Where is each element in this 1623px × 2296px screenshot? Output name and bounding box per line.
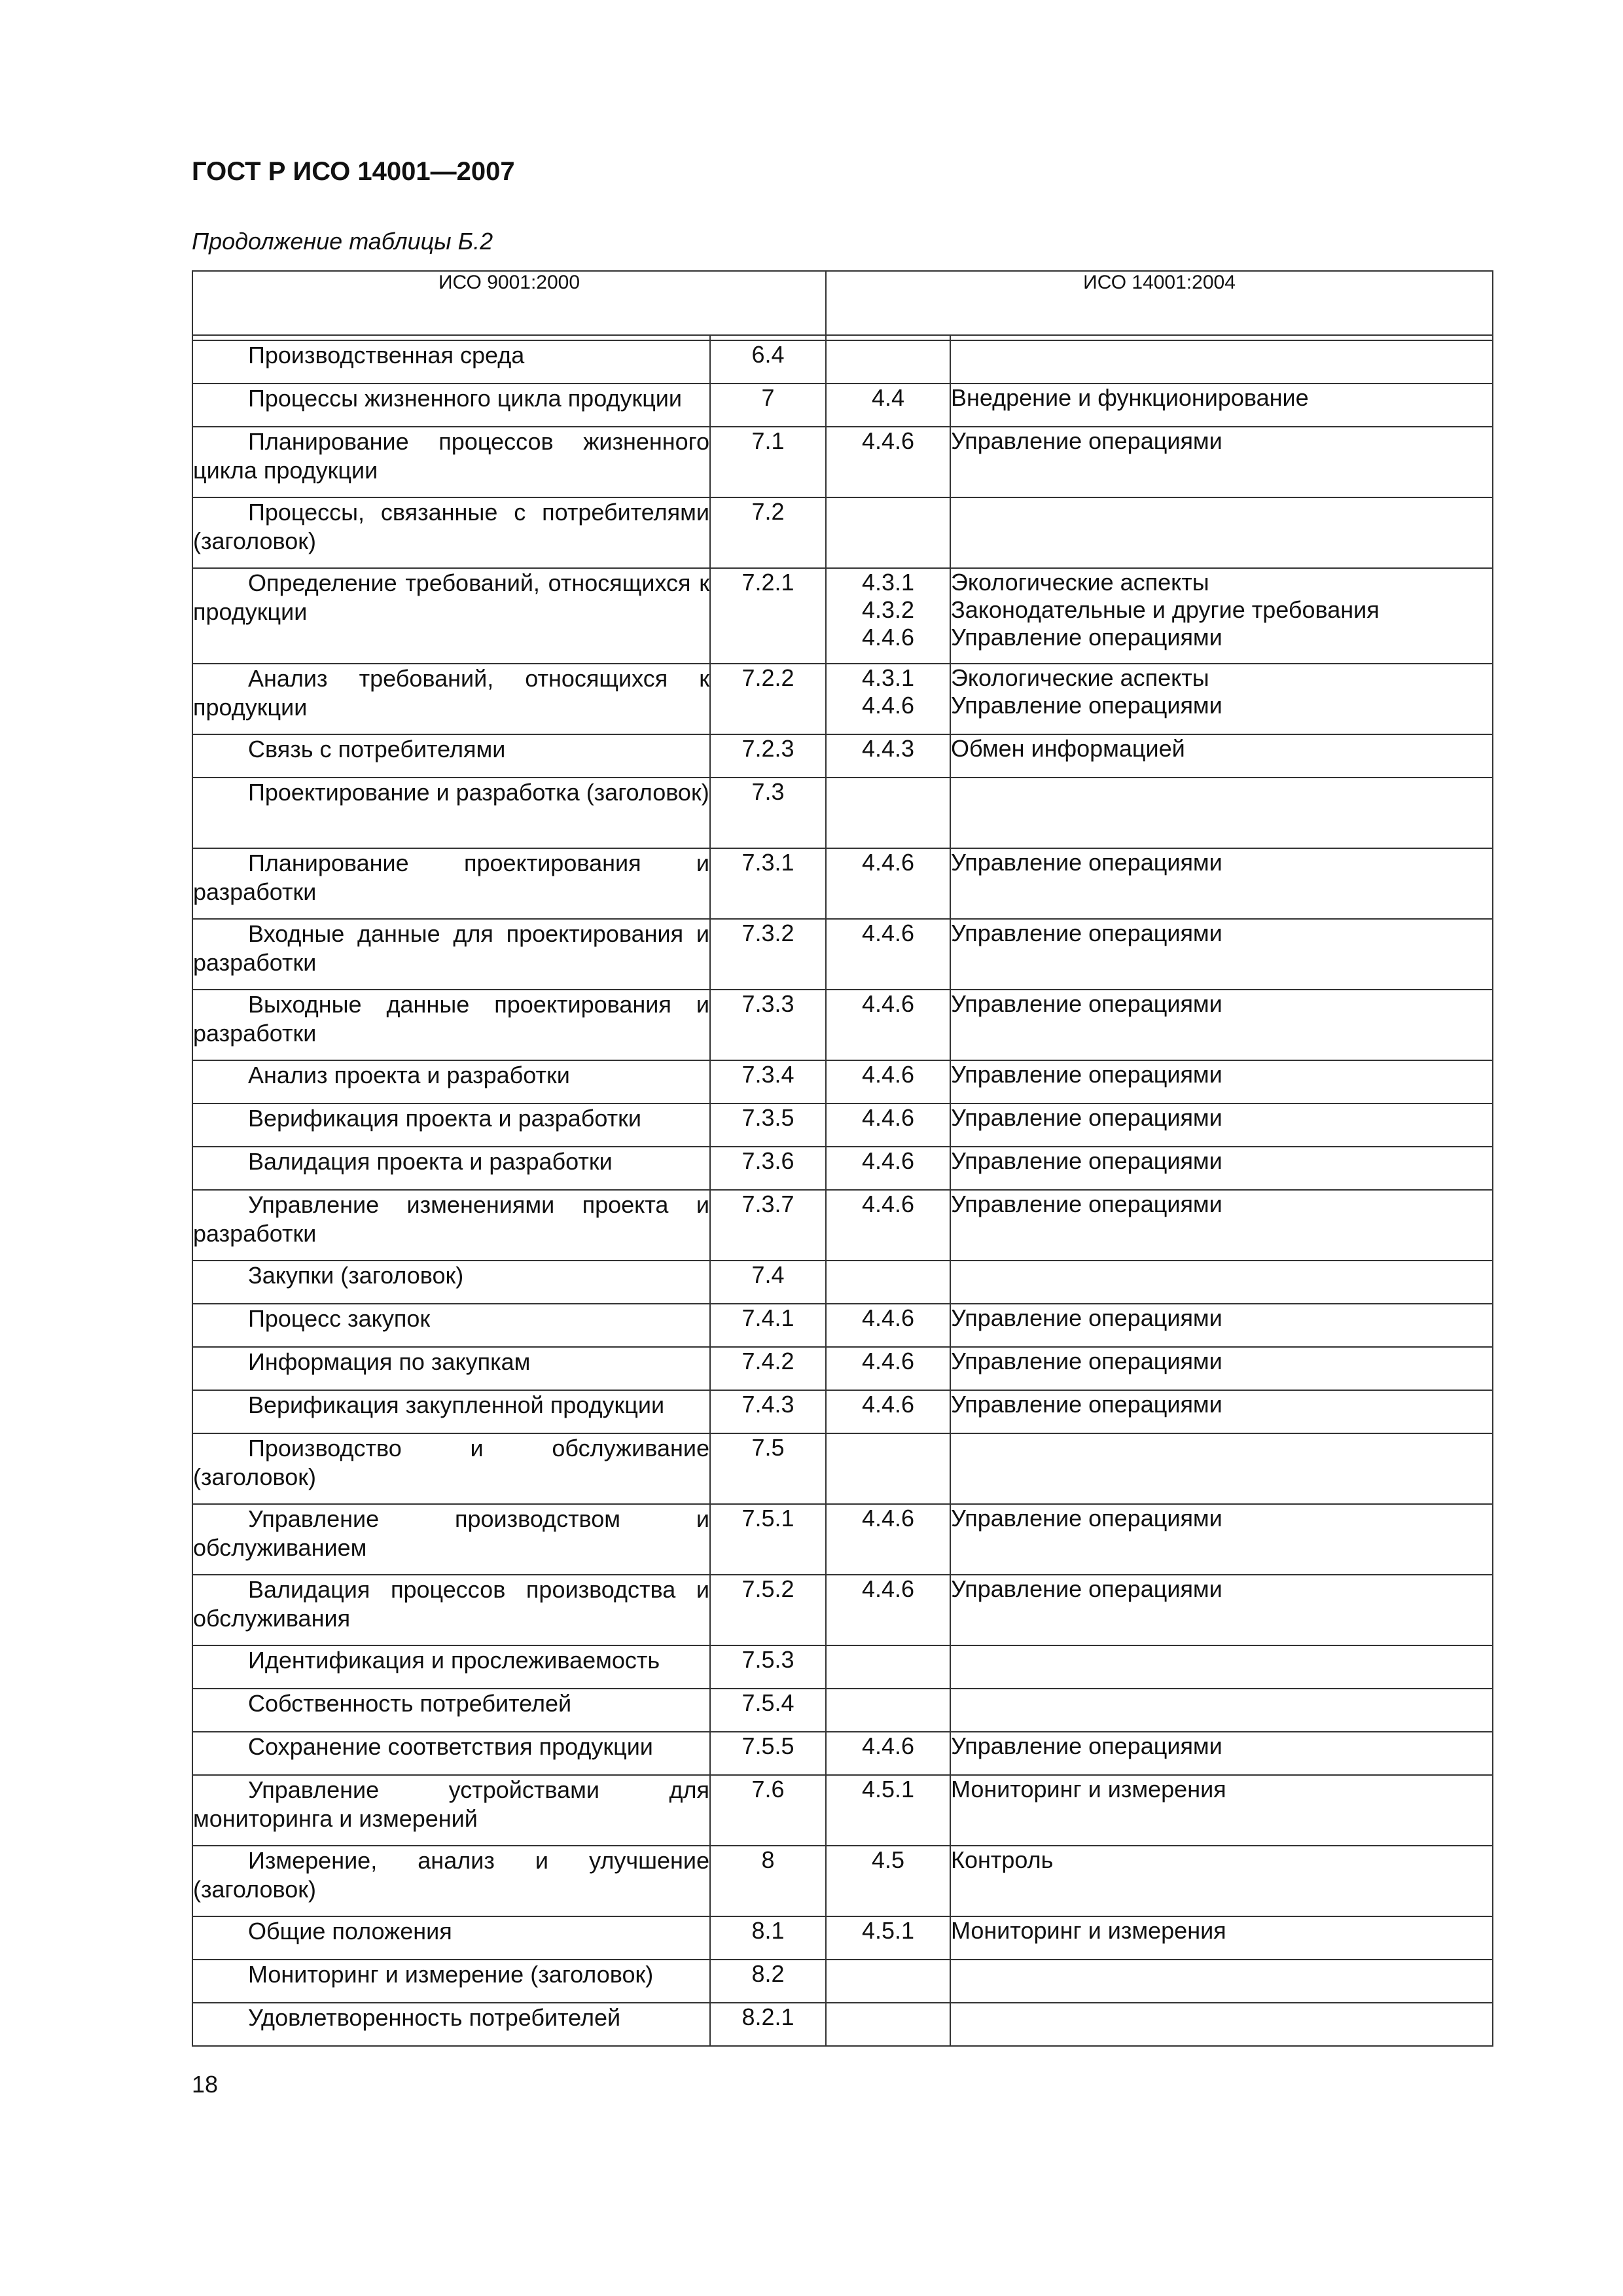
iso14001-clause-titles — [950, 384, 1493, 427]
iso14001-clause-title: Управление операциями — [951, 1348, 1222, 1374]
iso9001-clause-name: Входные данные для проектирования и разработки — [192, 919, 710, 990]
iso9001-clause-number: 8.1 — [710, 1916, 826, 1960]
iso14001-clause-numbers — [826, 340, 950, 384]
iso14001-clause-number: 4.5.1 — [861, 1776, 915, 1803]
iso9001-clause-name: Процесс закупок — [192, 1304, 710, 1347]
table-row — [192, 1304, 1493, 1347]
iso14001-clause-titles — [950, 1775, 1493, 1846]
iso14001-clause-title: Контроль — [951, 1846, 1054, 1873]
iso9001-clause-name: Измерение, анализ и улучшение (заголовок) — [192, 1846, 710, 1916]
iso14001-clause-number: 4.3.1 — [861, 664, 915, 691]
iso14001-clause-numbers — [826, 919, 950, 990]
iso9001-clause-number: 8.2.1 — [710, 2003, 826, 2046]
table-row — [192, 1689, 1493, 1732]
table-row — [192, 1060, 1493, 1103]
iso9001-clause-name: Планирование процессов жизненного цикла продукции — [192, 427, 710, 497]
iso9001-clause-number: 7.2.1 — [710, 568, 826, 664]
column-header-iso-14001: ИСО 14001:2004 — [826, 271, 1493, 335]
iso9001-clause-name: Собственность потребителей — [192, 1689, 710, 1732]
iso14001-clause-titles — [950, 734, 1493, 778]
iso14001-clause-title: Управление операциями — [951, 1505, 1222, 1532]
table-row — [192, 1960, 1493, 2003]
iso14001-clause-number: 4.4 — [871, 384, 905, 411]
iso14001-clause-titles — [950, 664, 1493, 734]
table-row — [192, 1147, 1493, 1190]
iso14001-clause-title: Экологические аспекты — [951, 664, 1209, 691]
iso14001-clause-numbers — [826, 1575, 950, 1645]
table-row — [192, 919, 1493, 990]
iso9001-clause-name: Управление производством и обслуживанием — [192, 1504, 710, 1575]
iso9001-clause-number: 7.5.5 — [710, 1732, 826, 1775]
iso14001-clause-number: 4.4.6 — [861, 1061, 915, 1088]
iso14001-clause-titles — [950, 919, 1493, 990]
iso9001-clause-name: Анализ требований, относящихся к продукции — [192, 664, 710, 734]
iso14001-clause-numbers — [826, 1916, 950, 1960]
table-header-row — [192, 271, 1493, 335]
iso9001-clause-number: 7.3.6 — [710, 1147, 826, 1190]
iso9001-clause-number: 8 — [710, 1846, 826, 1916]
iso14001-clause-numbers — [826, 1060, 950, 1103]
iso14001-clause-titles — [950, 1060, 1493, 1103]
iso14001-clause-number: 4.4.6 — [861, 1304, 915, 1331]
iso14001-clause-titles — [950, 427, 1493, 497]
iso9001-clause-name: Планирование проектирования и разработки — [192, 848, 710, 919]
iso9001-clause-number: 7.3.7 — [710, 1190, 826, 1261]
iso14001-clause-title: Управление операциями — [951, 1732, 1222, 1759]
iso9001-clause-number: 7.3.4 — [710, 1060, 826, 1103]
iso9001-clause-number: 6.4 — [710, 340, 826, 384]
iso14001-clause-numbers — [826, 1261, 950, 1304]
table-body — [192, 340, 1493, 2046]
iso14001-clause-numbers — [826, 778, 950, 848]
iso14001-clause-numbers — [826, 427, 950, 497]
iso9001-clause-number: 8.2 — [710, 1960, 826, 2003]
table-row — [192, 1347, 1493, 1390]
iso9001-clause-number: 7.3.1 — [710, 848, 826, 919]
iso14001-clause-titles — [950, 2003, 1493, 2046]
iso14001-clause-titles — [950, 1261, 1493, 1304]
iso14001-clause-titles — [950, 497, 1493, 568]
iso9001-clause-number: 7.3.2 — [710, 919, 826, 990]
iso14001-clause-title: Управление операциями — [951, 1104, 1222, 1131]
table-row — [192, 2003, 1493, 2046]
iso14001-clause-titles — [950, 1103, 1493, 1147]
iso14001-clause-numbers — [826, 384, 950, 427]
iso9001-clause-name: Проектирование и разработка (заголовок) — [192, 778, 710, 848]
iso9001-clause-name: Информация по закупкам — [192, 1347, 710, 1390]
iso14001-clause-numbers — [826, 1103, 950, 1147]
document-header: ГОСТ Р ИСО 14001—2007 — [192, 157, 515, 186]
table-row — [192, 427, 1493, 497]
iso14001-clause-numbers — [826, 1645, 950, 1689]
iso14001-clause-numbers — [826, 2003, 950, 2046]
page-number: 18 — [192, 2071, 219, 2098]
iso14001-clause-title: Мониторинг и измерения — [951, 1776, 1226, 1803]
table-row — [192, 1775, 1493, 1846]
iso14001-clause-number: 4.4.6 — [861, 849, 915, 876]
iso9001-clause-name: Общие положения — [192, 1916, 710, 1960]
iso14001-clause-number: 4.4.6 — [861, 1348, 915, 1374]
table-row — [192, 664, 1493, 734]
iso14001-clause-numbers — [826, 1960, 950, 2003]
iso14001-clause-number: 4.4.3 — [861, 735, 915, 762]
iso14001-clause-title: Управление операциями — [951, 990, 1222, 1017]
iso14001-clause-numbers — [826, 664, 950, 734]
iso9001-clause-name: Определение требований, относящихся к продукции — [192, 568, 710, 664]
iso14001-clause-titles — [950, 1147, 1493, 1190]
column-header-iso-9001: ИСО 9001:2000 — [192, 271, 826, 335]
table-row — [192, 1575, 1493, 1645]
table-row — [192, 1103, 1493, 1147]
iso9001-clause-number: 7.5.3 — [710, 1645, 826, 1689]
iso9001-clause-number: 7 — [710, 384, 826, 427]
iso9001-clause-number: 7.3.3 — [710, 990, 826, 1060]
iso14001-clause-titles — [950, 1304, 1493, 1347]
table-row — [192, 734, 1493, 778]
iso14001-clause-numbers — [826, 568, 950, 664]
iso9001-clause-number: 7.4.1 — [710, 1304, 826, 1347]
table-row — [192, 1433, 1493, 1504]
iso14001-clause-numbers — [826, 1504, 950, 1575]
table-row — [192, 384, 1493, 427]
iso14001-clause-number: 4.3.1 — [861, 569, 915, 596]
iso14001-clause-number: 4.4.6 — [861, 1732, 915, 1759]
iso14001-clause-title: Управление операциями — [951, 1191, 1222, 1217]
iso9001-clause-name: Закупки (заголовок) — [192, 1261, 710, 1304]
iso9001-clause-number: 7.2 — [710, 497, 826, 568]
iso14001-clause-titles — [950, 1575, 1493, 1645]
iso14001-clause-numbers — [826, 1689, 950, 1732]
iso14001-clause-titles — [950, 340, 1493, 384]
table-row — [192, 340, 1493, 384]
table-row — [192, 1645, 1493, 1689]
header-separator — [192, 335, 1493, 340]
iso9001-clause-name: Выходные данные проектирования и разработки — [192, 990, 710, 1060]
iso9001-clause-number: 7.5.4 — [710, 1689, 826, 1732]
iso9001-clause-name: Удовлетворенность потребителей — [192, 2003, 710, 2046]
iso14001-clause-title: Внедрение и функционирование — [951, 384, 1309, 411]
iso9001-clause-number: 7.2.2 — [710, 664, 826, 734]
iso14001-clause-titles — [950, 1960, 1493, 2003]
iso9001-clause-name: Связь с потребителями — [192, 734, 710, 778]
iso9001-clause-name: Процессы, связанные с потребителями (заголовок) — [192, 497, 710, 568]
iso14001-clause-numbers — [826, 1732, 950, 1775]
iso14001-clause-number: 4.5 — [871, 1846, 905, 1873]
iso9001-clause-number: 7.4 — [710, 1261, 826, 1304]
iso14001-clause-numbers — [826, 990, 950, 1060]
iso9001-clause-name: Верификация закупленной продукции — [192, 1390, 710, 1433]
iso14001-clause-number: 4.3.2 — [861, 596, 915, 623]
iso14001-clause-number: 4.4.6 — [861, 920, 915, 946]
iso14001-clause-titles — [950, 1433, 1493, 1504]
table-row — [192, 778, 1493, 848]
iso9001-clause-name: Управление изменениями проекта и разработки — [192, 1190, 710, 1261]
iso9001-clause-number: 7.5.2 — [710, 1575, 826, 1645]
iso14001-clause-title: Управление операциями — [951, 1575, 1222, 1602]
iso14001-clause-titles — [950, 1645, 1493, 1689]
iso9001-clause-name: Производственная среда — [192, 340, 710, 384]
iso14001-clause-number: 4.4.6 — [861, 624, 915, 651]
iso14001-clause-titles — [950, 1732, 1493, 1775]
iso14001-clause-titles — [950, 848, 1493, 919]
iso14001-clause-title: Управление операциями — [951, 1061, 1222, 1088]
table-row — [192, 1190, 1493, 1261]
iso14001-clause-titles — [950, 1689, 1493, 1732]
iso14001-clause-number: 4.4.6 — [861, 427, 915, 454]
table-row — [192, 1846, 1493, 1916]
iso14001-clause-numbers — [826, 1433, 950, 1504]
iso9001-clause-number: 7.5 — [710, 1433, 826, 1504]
iso14001-clause-numbers — [826, 1304, 950, 1347]
table-row — [192, 568, 1493, 664]
iso14001-clause-title: Мониторинг и измерения — [951, 1917, 1226, 1944]
iso9001-clause-number: 7.5.1 — [710, 1504, 826, 1575]
iso14001-clause-number: 4.5.1 — [861, 1917, 915, 1944]
iso14001-clause-number: 4.4.6 — [861, 1147, 915, 1174]
table-row — [192, 1390, 1493, 1433]
correspondence-table — [192, 270, 1493, 2047]
iso14001-clause-title: Обмен информацией — [951, 735, 1185, 762]
iso9001-clause-number: 7.6 — [710, 1775, 826, 1846]
table-row — [192, 1916, 1493, 1960]
iso9001-clause-name: Анализ проекта и разработки — [192, 1060, 710, 1103]
iso14001-clause-number: 4.4.6 — [861, 1191, 915, 1217]
iso9001-clause-name: Валидация проекта и разработки — [192, 1147, 710, 1190]
iso14001-clause-titles — [950, 1916, 1493, 1960]
iso14001-clause-titles — [950, 1190, 1493, 1261]
iso14001-clause-number: 4.4.6 — [861, 1391, 915, 1418]
iso14001-clause-number: 4.4.6 — [861, 990, 915, 1017]
iso9001-clause-number: 7.3.5 — [710, 1103, 826, 1147]
iso14001-clause-title: Управление операциями — [951, 427, 1222, 454]
iso14001-clause-title: Управление операциями — [951, 849, 1222, 876]
iso9001-clause-number: 7.2.3 — [710, 734, 826, 778]
iso14001-clause-number: 4.4.6 — [861, 1104, 915, 1131]
iso9001-clause-name: Мониторинг и измерение (заголовок) — [192, 1960, 710, 2003]
iso9001-clause-name: Валидация процессов производства и обслуживания — [192, 1575, 710, 1645]
iso14001-clause-numbers — [826, 497, 950, 568]
iso14001-clause-numbers — [826, 1846, 950, 1916]
iso14001-clause-numbers — [826, 848, 950, 919]
table-caption: Продолжение таблицы Б.2 — [192, 228, 493, 255]
iso14001-clause-numbers — [826, 1775, 950, 1846]
iso9001-clause-name: Идентификация и прослеживаемость — [192, 1645, 710, 1689]
iso14001-clause-title: Управление операциями — [951, 624, 1222, 651]
iso14001-clause-numbers — [826, 1190, 950, 1261]
iso9001-clause-number: 7.4.3 — [710, 1390, 826, 1433]
table-row — [192, 1504, 1493, 1575]
table-row — [192, 1732, 1493, 1775]
iso14001-clause-numbers — [826, 1347, 950, 1390]
iso9001-clause-name: Управление устройствами для мониторинга и измерений — [192, 1775, 710, 1846]
iso14001-clause-titles — [950, 1504, 1493, 1575]
iso14001-clause-titles — [950, 778, 1493, 848]
iso9001-clause-name: Сохранение соответствия продукции — [192, 1732, 710, 1775]
iso14001-clause-numbers — [826, 734, 950, 778]
iso14001-clause-titles — [950, 568, 1493, 664]
iso9001-clause-number: 7.4.2 — [710, 1347, 826, 1390]
iso14001-clause-titles — [950, 1390, 1493, 1433]
iso14001-clause-number: 4.4.6 — [861, 1505, 915, 1532]
iso14001-clause-title: Управление операциями — [951, 1147, 1222, 1174]
iso14001-clause-title: Экологические аспекты — [951, 569, 1209, 596]
iso9001-clause-number: 7.1 — [710, 427, 826, 497]
iso14001-clause-title: Управление операциями — [951, 920, 1222, 946]
table-row — [192, 990, 1493, 1060]
iso14001-clause-titles — [950, 990, 1493, 1060]
iso9001-clause-number: 7.3 — [710, 778, 826, 848]
iso9001-clause-name: Верификация проекта и разработки — [192, 1103, 710, 1147]
iso14001-clause-number: 4.4.6 — [861, 1575, 915, 1602]
iso14001-clause-numbers — [826, 1147, 950, 1190]
table-row — [192, 1261, 1493, 1304]
table-row — [192, 848, 1493, 919]
iso9001-clause-name: Производство и обслуживание (заголовок) — [192, 1433, 710, 1504]
iso14001-clause-title: Управление операциями — [951, 1391, 1222, 1418]
iso14001-clause-title: Управление операциями — [951, 692, 1222, 719]
iso14001-clause-numbers — [826, 1390, 950, 1433]
iso14001-clause-title: Законодательные и другие требования — [951, 596, 1380, 623]
table-row — [192, 497, 1493, 568]
iso14001-clause-titles — [950, 1347, 1493, 1390]
iso9001-clause-name: Процессы жизненного цикла продукции — [192, 384, 710, 427]
iso14001-clause-title: Управление операциями — [951, 1304, 1222, 1331]
iso14001-clause-number: 4.4.6 — [861, 692, 915, 719]
iso14001-clause-titles — [950, 1846, 1493, 1916]
